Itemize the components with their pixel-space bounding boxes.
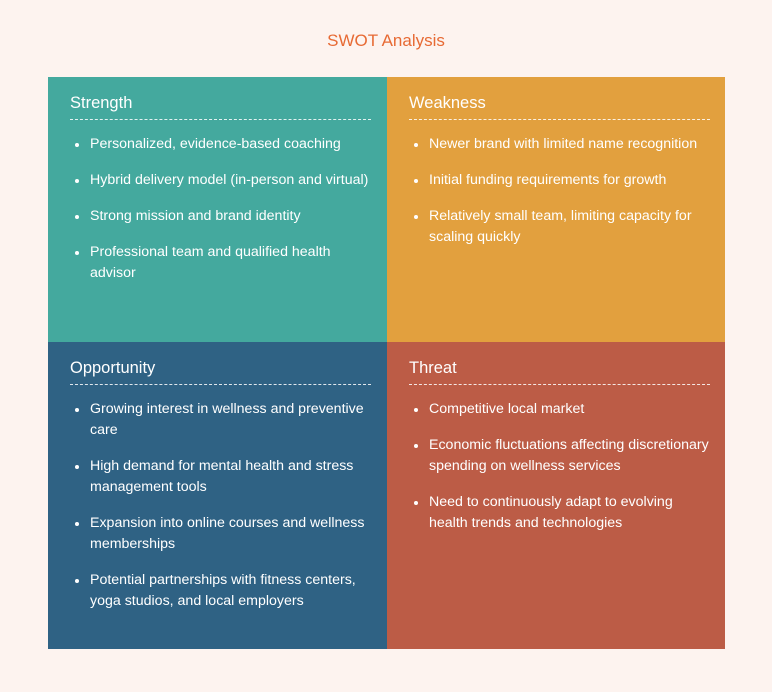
list-item: Competitive local market xyxy=(409,399,712,420)
list-item: Initial funding requirements for growth xyxy=(409,170,712,191)
threat-quadrant xyxy=(387,342,725,649)
list-item: Newer brand with limited name recognition xyxy=(409,134,712,155)
list-item: High demand for mental health and stress management tools xyxy=(70,456,373,498)
swot-grid xyxy=(48,77,725,649)
strength-title: Strength xyxy=(70,93,371,120)
page-title: SWOT Analysis xyxy=(327,31,445,50)
weakness-list xyxy=(409,134,709,248)
list-item: Professional team and qualified health advisor xyxy=(70,242,373,284)
opportunity-list xyxy=(70,399,371,612)
threat-list xyxy=(409,399,709,534)
list-item: Growing interest in wellness and preventive care xyxy=(70,399,373,441)
list-item: Economic fluctuations affecting discretionary spending on wellness services xyxy=(409,435,712,477)
list-item: Expansion into online courses and wellness memberships xyxy=(70,513,373,555)
strength-quadrant xyxy=(48,77,387,342)
opportunity-title: Opportunity xyxy=(70,358,371,385)
list-item: Potential partnerships with fitness centers, yoga studios, and local employers xyxy=(70,570,373,612)
list-item: Hybrid delivery model (in-person and virtual) xyxy=(70,170,373,191)
opportunity-quadrant xyxy=(48,342,387,649)
list-item: Need to continuously adapt to evolving health trends and technologies xyxy=(409,492,712,534)
list-item: Relatively small team, limiting capacity for scaling quickly xyxy=(409,206,712,248)
weakness-title: Weakness xyxy=(409,93,710,120)
list-item: Personalized, evidence-based coaching xyxy=(70,134,373,155)
list-item: Strong mission and brand identity xyxy=(70,206,373,227)
weakness-quadrant xyxy=(387,77,725,342)
strength-list xyxy=(70,134,371,284)
threat-title: Threat xyxy=(409,358,710,385)
